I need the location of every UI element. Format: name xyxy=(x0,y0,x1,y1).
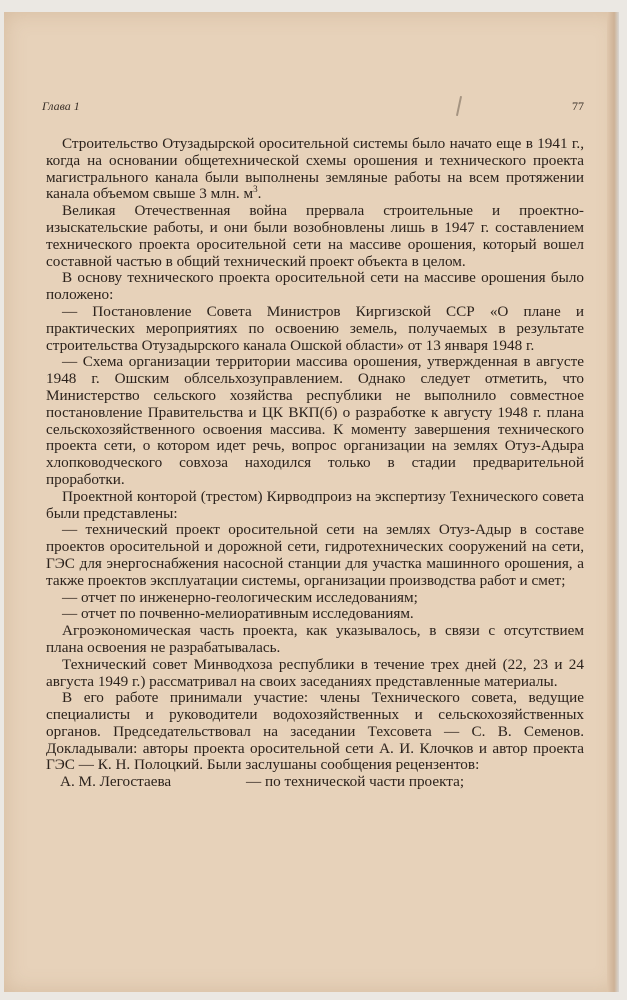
paragraph: Великая Отечественная война прервала строительные и проектно-изыскательские работы, и они были возобновлены лишь в 1947 г. составлением технического проекта оросительной сети на массиве орошения, который вошел составной частью в общий технический проект объекта в целом. xyxy=(46,202,584,270)
paragraph: Строительство Отузадырской оросительной системы было начато еще в 1941 г., когда на основании общетехнической схемы орошения и технического проекта магистрального канала были выполнены земляные работы на всем протяжении канала объемом свыше 3 млн. $м^3$. xyxy=(46,135,584,203)
paragraph: — Постановление Совета Министров Киргизской ССР «О плане и практических мероприятиях по освоению земель, получаемых в результате строительства Отузадырского канала Ошской области» от 13 января 1948 г. xyxy=(46,302,584,354)
reviewer-name: А. М. Легостаева xyxy=(60,773,172,791)
reviewer-topic: — по технической части проекта; xyxy=(246,773,465,791)
paragraph: В основу технического проекта оросительной сети на массиве орошения было положено: xyxy=(46,269,584,304)
paragraph: Проектной конторой (трестом) Кирводпроиз на экспертизу Технического совета были представлены: xyxy=(46,487,584,522)
body-text xyxy=(46,136,584,791)
reviewer-line xyxy=(60,774,584,791)
chapter-title: Глава 1 xyxy=(42,99,80,113)
paragraph: — технический проект оросительной сети на землях Отуз-Адыр в составе проектов оросительной и дорожной сети, гидротехнических сооружений на сети, ГЭС для энергоснабжения насосной станции для участка машинного орошения, а также проектов эксплуатации системы, организации производства работ и смет; xyxy=(46,521,584,589)
page-binding-edge xyxy=(607,12,619,992)
paragraph: — отчет по почвенно-мелиоративным исследованиям. xyxy=(62,605,414,623)
superscript: 3 xyxy=(253,184,258,195)
paragraph: В его работе принимали участие: члены Технического совета, ведущие специалисты и руководители водохозяйственных и сельскохозяйственных органов. Председательствовал на заседании Техсовета — С. В. Семенов. Докладывали: авторы проекта оросительной сети А. И. Клочков и автор проекта ГЭС — К. Н. Полоцкий. Были заслушаны сообщения рецензентов: xyxy=(46,689,584,774)
paragraph: Агроэкономическая часть проекта, как указывалось, в связи с отсутствием плана освоения не разрабатывалась. xyxy=(46,622,584,656)
page-number: 77 xyxy=(572,99,584,113)
paragraph: Технический совет Минводхоза республики в течение трех дней (22, 23 и 24 августа 1949 г.) рассматривал на своих заседаниях представленные материалы. xyxy=(46,655,584,690)
running-header xyxy=(42,99,584,117)
paragraph: — Схема организации территории массива орошения, утвержденная в августе 1948 г. Ошским облсельхозуправлением. Однако следует отметить, что Министерство сельского хозяйства республики не выполнило совместное постановление Правительства и ЦК ВКП(б) о разработке к августу 1948 г. плана сельскохозяйственного освоения массива. К моменту завершения технического проекта сети, о котором идет речь, вопрос организации на землях Отуз-Адыра хлопководческого совхоза находился только в стадии предварительной проработки. xyxy=(46,353,584,488)
paragraph: — отчет по инженерно-геологическим исследованиям; xyxy=(62,588,418,606)
